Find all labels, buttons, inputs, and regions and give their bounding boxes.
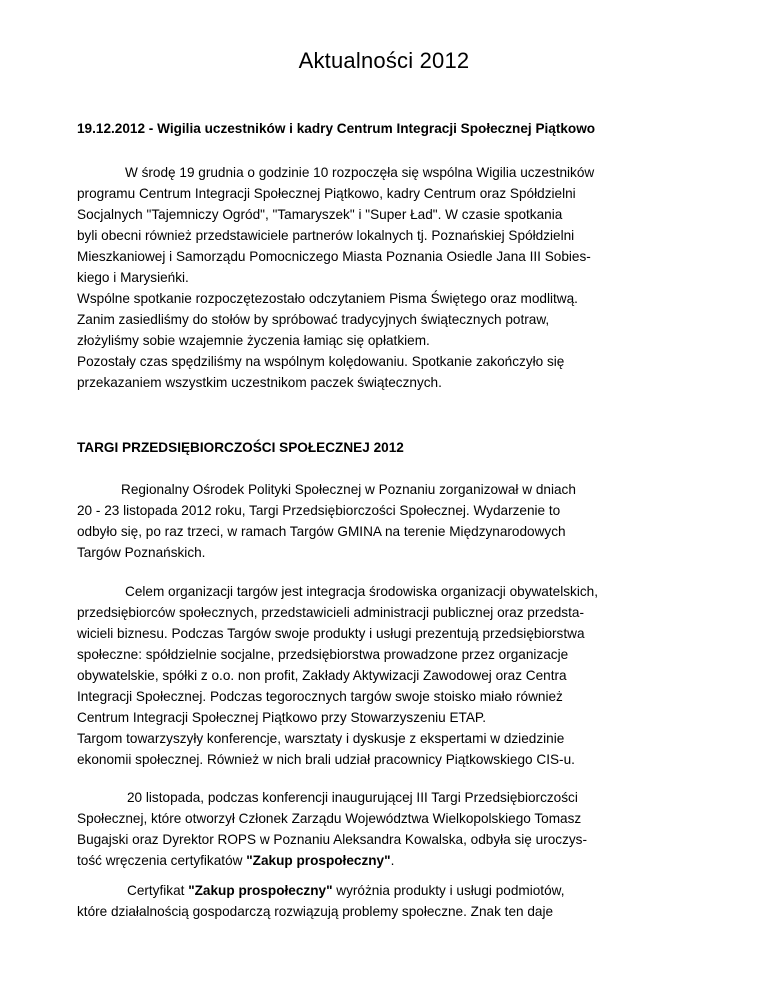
document-title: Aktualności 2012 [298, 48, 470, 73]
text-line: ekonomii społecznej. Również w nich brali udział pracownicy Piątkowskiego CIS-u. [77, 752, 575, 767]
text-line: Centrum Integracji Społecznej Piątkowo przy Stowarzyszeniu ETAP. [77, 710, 486, 725]
paragraph [77, 479, 697, 563]
article-targi-para4 [77, 880, 697, 922]
article-targi [77, 437, 697, 458]
article-wigilia [77, 118, 697, 139]
text-line: byli obecni również przedstawiciele partnerów lokalnych tj. Poznańskiej Spółdzielni [77, 228, 575, 243]
text-line: Pozostały czas spędziliśmy na wspólnym kolędowaniu. Spotkanie zakończyło się [77, 354, 565, 369]
text-line [77, 850, 697, 871]
text-line: 20 - 23 listopada 2012 roku, Targi Przedsiębiorczości Społecznej. Wydarzenie to [77, 503, 561, 518]
text-segment: wyróżnia produkty i usługi podmiotów, [332, 883, 565, 898]
text-line: Wspólne spotkanie rozpoczętezostało odczytaniem Pisma Świętego oraz modlitwą. [77, 291, 578, 306]
article-targi-para2 [77, 581, 697, 770]
text-line: obywatelskie, spółki z o.o. non profit, Zakłady Aktywizacji Zawodowej oraz Centra [77, 668, 567, 683]
article-heading: TARGI PRZEDSIĘBIORCZOŚCI SPOŁECZNEJ 2012 [77, 440, 404, 455]
paragraph [77, 880, 697, 922]
certificate-name: "Zakup prospołeczny" [246, 853, 391, 868]
article-targi-para3 [77, 787, 697, 871]
text-line: programu Centrum Integracji Społecznej Piątkowo, kadry Centrum oraz Spółdzielni [77, 186, 576, 201]
article-heading: 19.12.2012 - Wigilia uczestników i kadry Centrum Integracji Społecznej Piątkowo [77, 121, 596, 136]
text-line: Regionalny Ośrodek Polityki Społecznej w Poznaniu zorganizował w dniach [121, 482, 576, 497]
article-targi-para1 [77, 479, 697, 563]
text-line: Mieszkaniowej i Samorządu Pomocniczego Miasta Poznania Osiedle Jana III Sobies- [77, 249, 591, 264]
text-line [77, 880, 697, 901]
text-line: Integracji Społecznej. Podczas tegorocznych targów swoje stoisko miało również [77, 689, 563, 704]
paragraph [77, 787, 697, 871]
text-line: które działalnością gospodarczą rozwiązują problemy społeczne. Znak ten daje [77, 904, 554, 919]
text-line: przekazaniem wszystkim uczestnikom paczek świątecznych. [77, 375, 442, 390]
text-line: Targów Poznańskich. [77, 545, 206, 560]
text-line: Społecznej, które otworzył Członek Zarządu Województwa Wielkopolskiego Tomasz [77, 811, 582, 826]
paragraph [77, 581, 697, 770]
text-segment: Certyfikat [127, 883, 189, 898]
article-wigilia-body [77, 162, 697, 393]
text-line: Socjalnych "Tajemniczy Ogród", "Tamaryszek" i "Super Ład". W czasie spotkania [77, 207, 563, 222]
text-line: odbyło się, po raz trzeci, w ramach Targów GMINA na terenie Międzynarodowych [77, 524, 566, 539]
text-line: kiego i Marysieńki. [77, 270, 189, 285]
text-line: społeczne: spółdzielnie socjalne, przedsiębiorstwa prowadzone przez organizacje [77, 647, 569, 662]
text-segment: . [390, 853, 395, 868]
text-line: Zanim zasiedliśmy do stołów by spróbować tradycyjnych świątecznych potraw, [77, 312, 550, 327]
text-line: przedsiębiorców społecznych, przedstawicieli administracji publicznej oraz przedsta- [77, 605, 584, 620]
text-line: Bugajski oraz Dyrektor ROPS w Poznaniu Aleksandra Kowalska, odbyła się uroczys- [77, 832, 587, 847]
text-line: wicieli biznesu. Podczas Targów swoje produkty i usługi prezentują przedsiębiorstwa [77, 626, 585, 641]
text-line: W środę 19 grudnia o godzinie 10 rozpoczęła się wspólna Wigilia uczestników [125, 165, 595, 180]
text-line: Celem organizacji targów jest integracja środowiska organizacji obywatelskich, [125, 584, 598, 599]
text-line: 20 listopada, podczas konferencji inaugurującej III Targi Przedsiębiorczości [127, 790, 578, 805]
certificate-name: "Zakup prospołeczny" [188, 883, 333, 898]
paragraph [77, 162, 697, 393]
text-line: Targom towarzyszyły konferencje, warsztaty i dyskusje z ekspertami w dziedzinie [77, 731, 565, 746]
text-segment: tość wręczenia certyfikatów [77, 853, 247, 868]
text-line: złożyliśmy sobie wzajemnie życzenia łamiąc się opłatkiem. [77, 333, 430, 348]
